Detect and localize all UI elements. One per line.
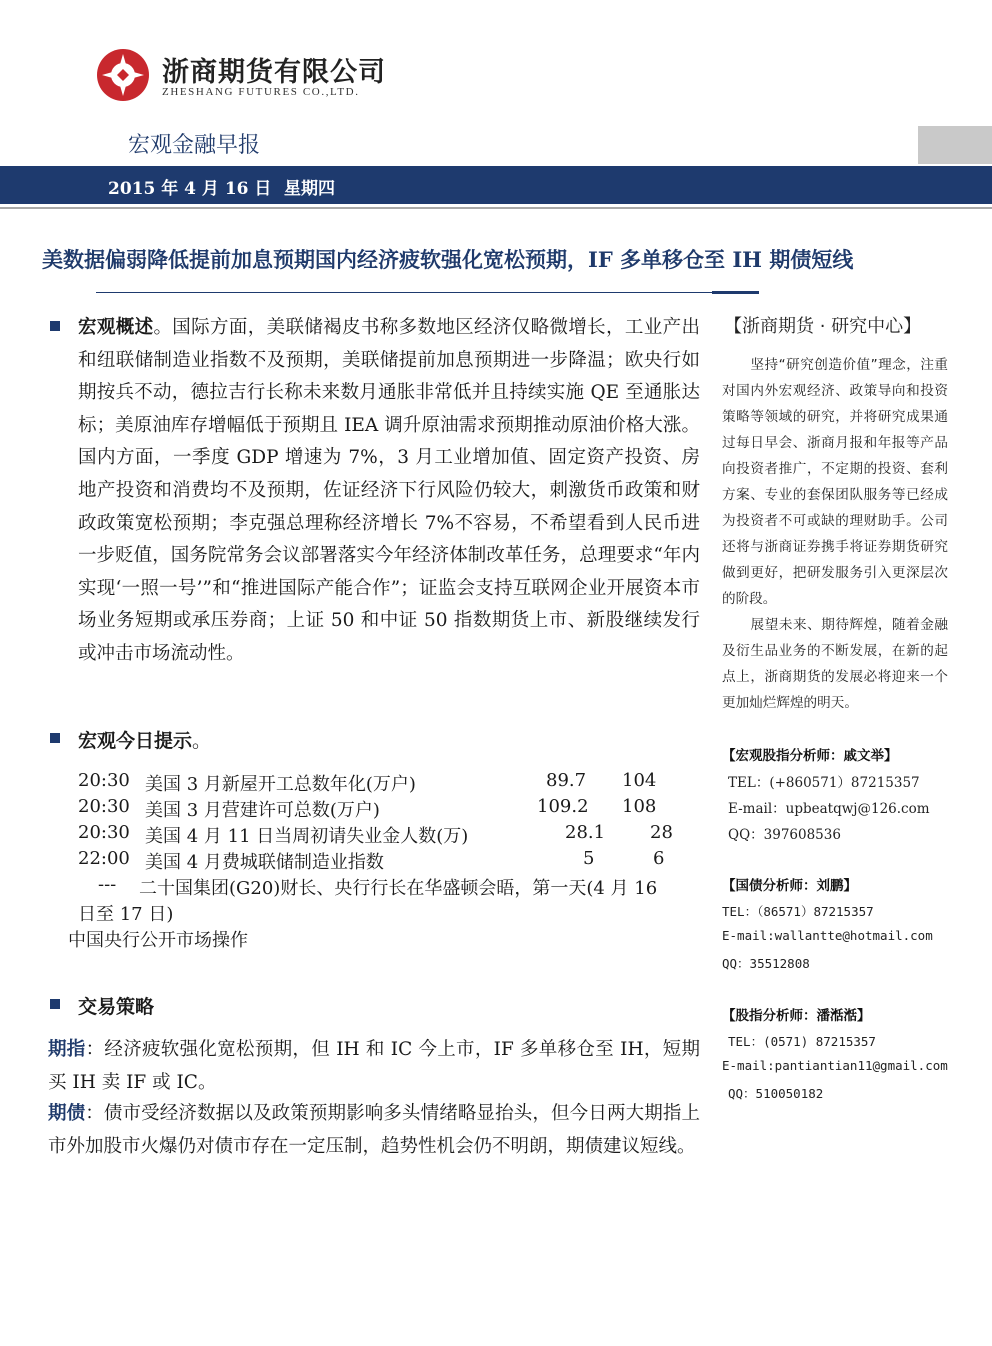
divider: [0, 207, 992, 209]
strategy-bond: [48, 1098, 700, 1163]
event-name: 美国 4 月费城联储制造业指数: [145, 852, 384, 873]
overview-label: 宏观概述: [78, 317, 154, 338]
strategy-heading: 交易策略: [78, 996, 155, 1018]
report-weekday: 星期四: [284, 179, 335, 199]
event-forecast: 108: [622, 796, 657, 817]
calendar-label-suffix: 。: [192, 730, 212, 752]
event-previous: 109.2: [537, 796, 589, 817]
bullet-icon: [50, 321, 60, 331]
event-previous: 28.1: [565, 822, 606, 843]
company-name-en: ZHESHANG FUTURES CO.,LTD.: [162, 86, 360, 98]
analyst-email[interactable]: E-mail:pantiantian11@gmail.com: [722, 1058, 948, 1073]
event-time: 20:30: [78, 796, 130, 817]
pboc-text: 中国央行公开市场操作: [68, 930, 248, 951]
table-row: [0, 848, 720, 874]
calendar-label: 宏观今日提示: [78, 730, 193, 752]
analyst-title: 【宏观股指分析师：戚文举】: [722, 748, 898, 764]
table-row: [0, 796, 720, 822]
event-name: 美国 3 月新屋开工总数年化(万户): [145, 774, 416, 795]
analyst-qq: QQ：510050182: [728, 1086, 824, 1101]
analyst-email[interactable]: E-mail：upbeatqwj@126.com: [728, 801, 930, 817]
company-logo: [96, 48, 150, 102]
g20-line: [0, 874, 720, 900]
header-corner-block: [918, 126, 992, 164]
event-previous: 5: [583, 848, 595, 869]
table-row: [0, 770, 720, 796]
sidebar-outlook: [722, 612, 948, 716]
stock-index-label: 期指: [48, 1039, 86, 1060]
macro-overview: [78, 312, 700, 671]
event-forecast: 28: [650, 822, 673, 843]
analyst-tel: TEL：（86571）87215357: [722, 904, 874, 919]
pboc-line: [0, 926, 720, 952]
sidebar-heading: 【浙商期货 · 研究中心】: [724, 316, 922, 337]
headline: 美数据偏弱降低提前加息预期国内经济疲软强化宽松预期，IF 多单移仓至 IH 期债短线: [42, 247, 854, 272]
bullet-icon: [50, 733, 60, 743]
analyst-title: 【国债分析师：刘鹏】: [722, 878, 857, 894]
analyst-email[interactable]: E-mail:wallantte@hotmail.com: [722, 928, 933, 943]
analyst-qq: QQ：35512808: [722, 956, 810, 971]
company-name-cn: 浙商期货有限公司: [162, 57, 386, 88]
report-date: 2015 年 4 月 16 日: [108, 179, 272, 199]
overview-text: 。国际方面，美联储褐皮书称多数地区经济仅略微增长，工业产出和纽联储制造业指数不及预期，美联储提前加息预期进一步降温；欧央行如期按兵不动，德拉吉行长称未来数月通胀非常低并且持续实施 QE 至通胀达标；美原油库存增幅低于预期且 IEA 调升原油需求预期推动原油价格大涨。国内方面，一季度 GDP 增速为 7%，3 月工业增加值、固定资产投资、房地产投资和消费均不及预期，佐证经济下行风险仍较大，刺激货币政策和财政政策宽松预期；李克强总理称经济增长 7%不容易，不希望看到人民币进一步贬值，国务院常务会议部署落实今年经济体制改革任务，总理要求“年内实现‘一照一号’”和“推进国际产能合作”；证监会支持互联网企业开展资本市场业务短期或承压券商；上证 50 和中证 50 指数期货上市、新股继续发行或冲击市场流动性。: [78, 317, 700, 664]
event-name: 美国 3 月营建许可总数(万户): [145, 800, 380, 821]
headline-rule: [96, 292, 712, 293]
analyst-tel: TEL：(0571) 87215357: [728, 1034, 876, 1049]
calendar-heading: [78, 726, 211, 753]
event-name: 美国 4 月 11 日当周初请失业金人数(万): [145, 826, 469, 847]
analyst-qq: QQ：397608536: [728, 827, 841, 843]
strategy-stock-index: [48, 1034, 700, 1099]
sidebar-outlook-text: 展望未来、期待辉煌，随着金融及衍生品业务的不断发展，在新的起点上，浙商期货的发展必将迎来一个更加灿烂辉煌的明天。: [722, 617, 948, 711]
event-forecast: 6: [653, 848, 665, 869]
bond-text: ：债市受经济数据以及政策预期影响多头情绪略显抬头，但今日两大期指上市外加股市火爆仍对债市存在一定压制，趋势性机会仍不明朗，期债建议短线。: [48, 1103, 700, 1157]
table-row: [0, 822, 720, 848]
stock-index-text: ：经济疲软强化宽松预期，但 IH 和 IC 今上市，IF 多单移仓至 IH，短期买 IH 卖 IF 或 IC。: [48, 1039, 700, 1093]
event-time: 20:30: [78, 770, 130, 791]
g20-line-continued: [0, 900, 720, 926]
event-time: 20:30: [78, 822, 130, 843]
report-title: 宏观金融早报: [128, 133, 261, 158]
analyst-tel: TEL：(+860571）87215357: [728, 775, 920, 791]
g20-text-continued: 日至 17 日): [78, 904, 174, 925]
event-previous: 89.7: [546, 770, 587, 791]
date-bar: [0, 166, 992, 204]
bond-label: 期债: [48, 1103, 86, 1124]
event-forecast: 104: [622, 770, 657, 791]
analyst-title: 【股指分析师：潘湉湉】: [722, 1008, 871, 1024]
sidebar-intro: [722, 352, 948, 612]
event-time: 22:00: [78, 848, 130, 869]
g20-prefix: ---: [98, 874, 117, 895]
headline-rule-accent: [712, 291, 759, 294]
g20-text: 二十国集团(G20)财长、央行行长在华盛顿会晤，第一天(4 月 16: [139, 878, 658, 899]
bullet-icon: [50, 999, 60, 1009]
sidebar-intro-text: 坚持“研究创造价值”理念，注重对国内外宏观经济、政策导向和投资策略等领域的研究，并将研究成果通过每日早会、浙商月报和年报等产品向投资者推广，不定期的投资、套利方案、专业的套保团队服务等已经成为投资者不可或缺的理财助手。公司还将与浙商证券携手将证券期货研究做到更好，把研发服务引入更深层次的阶段。: [722, 357, 948, 607]
